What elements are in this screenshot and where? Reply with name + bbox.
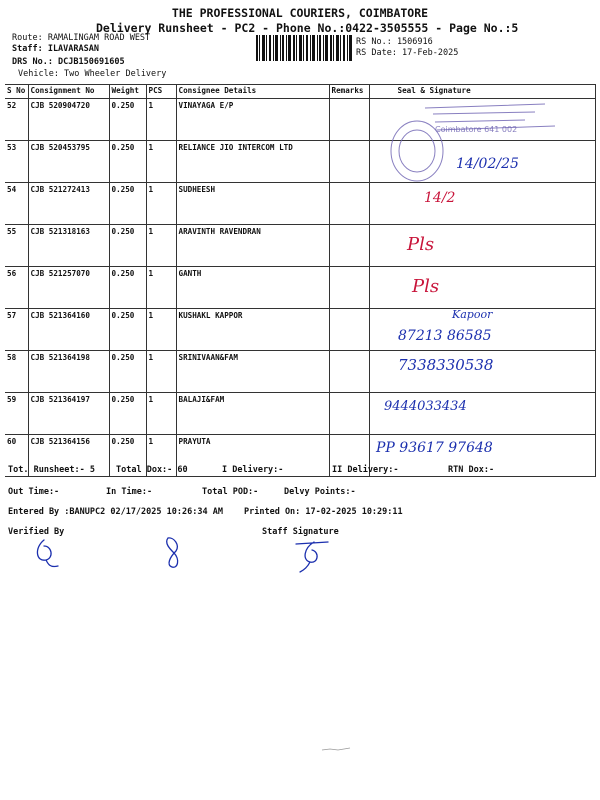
route: Route: RAMALINGAM ROAD WEST — [12, 33, 151, 43]
col-remarks: Remarks — [329, 85, 369, 99]
cell-sno: 60 — [5, 435, 28, 477]
svg-text:Pls: Pls — [407, 234, 435, 255]
rs-date: RS Date: 17-Feb-2025 — [356, 48, 459, 58]
cell-remarks — [329, 267, 369, 309]
handwritten-phone-60 — [372, 430, 552, 460]
cell-signature — [369, 225, 595, 267]
cell-consignment: CJB 521364156 — [28, 435, 109, 477]
handwritten-red-pls-2 — [410, 268, 470, 300]
cell-remarks — [329, 393, 369, 435]
cell-sno: 55 — [5, 225, 28, 267]
i-delivery: I Delivery:- — [222, 465, 284, 475]
out-time: Out Time:- — [8, 487, 60, 497]
svg-text:9444033434: 9444033434 — [384, 399, 467, 414]
cell-consignment: CJB 521364197 — [28, 393, 109, 435]
svg-text:14/02/25: 14/02/25 — [456, 156, 519, 172]
company-title: THE PROFESSIONAL COURIERS, COIMBATORE — [171, 6, 429, 20]
handwritten-phone-59 — [380, 388, 530, 418]
cell-remarks — [329, 99, 369, 141]
cell-remarks — [329, 183, 369, 225]
cell-weight: 0.250 — [109, 435, 146, 477]
cell-weight: 0.250 — [109, 99, 146, 141]
printed-on: Printed On: 17-02-2025 10:29:11 — [244, 507, 403, 517]
cell-consignee: SRINIVAAN&FAM — [176, 351, 329, 393]
verifier-initial-icon — [160, 535, 190, 573]
svg-text:Coimbatore 641 002: Coimbatore 641 002 — [435, 125, 518, 134]
cell-pcs: 1 — [146, 267, 176, 309]
cell-consignee: SUDHEESH — [176, 183, 329, 225]
cell-remarks — [329, 141, 369, 183]
col-consignee: Consignee Details — [176, 85, 329, 99]
cell-pcs: 1 — [146, 309, 176, 351]
cell-pcs: 1 — [146, 141, 176, 183]
cell-consignment: CJB 521364198 — [28, 351, 109, 393]
cell-signature — [369, 183, 595, 225]
cell-consignment: CJB 520904720 — [28, 99, 109, 141]
cell-sno: 58 — [5, 351, 28, 393]
handwritten-red-pls-1 — [405, 226, 465, 258]
drs-number: DRS No.: DCJB150691605 — [12, 57, 125, 67]
stray-mark-icon — [320, 744, 360, 754]
cell-pcs: 1 — [146, 435, 176, 477]
cell-consignment: CJB 521257070 — [28, 267, 109, 309]
ii-delivery: II Delivery:- — [332, 465, 399, 475]
barcode-icon — [256, 35, 352, 61]
handwritten-red-note — [420, 182, 480, 210]
table-row — [5, 183, 595, 225]
runsheet-title: Delivery Runsheet - PC2 - Phone No.:0422-3505555 - Page No.:5 — [96, 21, 519, 35]
cell-pcs: 1 — [146, 183, 176, 225]
cell-sno: 53 — [5, 141, 28, 183]
cell-consignment: CJB 521364160 — [28, 309, 109, 351]
col-seal-signature: Seal & Signature — [369, 85, 595, 99]
cell-pcs: 1 — [146, 225, 176, 267]
cell-weight: 0.250 — [109, 141, 146, 183]
table-row — [5, 225, 595, 267]
col-sno: S No — [5, 85, 28, 99]
svg-text:Kapoor: Kapoor — [452, 308, 493, 321]
svg-text:14/2: 14/2 — [424, 190, 456, 206]
entered-by: Entered By :BANUPC2 02/17/2025 10:26:34 AM — [8, 507, 223, 517]
cell-weight: 0.250 — [109, 309, 146, 351]
in-time: In Time:- — [106, 487, 153, 497]
cell-weight: 0.250 — [109, 393, 146, 435]
vehicle: Vehicle: Two Wheeler Delivery — [18, 69, 167, 79]
svg-text:87213 86585: 87213 86585 — [398, 328, 492, 344]
cell-sno: 52 — [5, 99, 28, 141]
cell-remarks — [329, 309, 369, 351]
cell-pcs: 1 — [146, 393, 176, 435]
svg-text:PP 93617 97648: PP 93617 97648 — [376, 440, 493, 456]
col-weight: Weight — [109, 85, 146, 99]
cell-remarks — [329, 225, 369, 267]
svg-text:7338330538: 7338330538 — [398, 356, 494, 374]
cell-consignee: RELIANCE JIO INTERCOM LTD — [176, 141, 329, 183]
total-dox: Total Dox:- 60 — [116, 465, 188, 475]
col-consignment: Consignment No — [28, 85, 109, 99]
cell-consignee: BALAJI&FAM — [176, 393, 329, 435]
cell-weight: 0.250 — [109, 225, 146, 267]
col-pcs: PCS — [146, 85, 176, 99]
verified-by-label: Verified By — [8, 527, 65, 537]
cell-weight: 0.250 — [109, 183, 146, 225]
total-pod: Total POD:- — [202, 487, 259, 497]
staff-signature-icon — [290, 538, 340, 574]
handwritten-phone-58 — [394, 350, 544, 378]
cell-consignee: GANTH — [176, 267, 329, 309]
cell-sno: 54 — [5, 183, 28, 225]
cell-weight: 0.250 — [109, 351, 146, 393]
cell-sno: 57 — [5, 309, 28, 351]
delivery-points: Delvy Points:- — [284, 487, 356, 497]
handwritten-kapoor-phone — [392, 300, 562, 346]
cell-pcs: 1 — [146, 351, 176, 393]
cell-sno: 59 — [5, 393, 28, 435]
rtn-dox: RTN Dox:- — [448, 465, 495, 475]
cell-consignee: ARAVINTH RAVENDRAN — [176, 225, 329, 267]
cell-sno: 56 — [5, 267, 28, 309]
cell-weight: 0.250 — [109, 267, 146, 309]
svg-text:Pls: Pls — [412, 276, 440, 297]
cell-consignment: CJB 521272413 — [28, 183, 109, 225]
cell-pcs: 1 — [146, 99, 176, 141]
cell-remarks — [329, 351, 369, 393]
cell-consignee: KUSHAKL KAPPOR — [176, 309, 329, 351]
rs-number: RS No.: 1506916 — [356, 37, 433, 47]
verifier-signature-icon — [30, 536, 70, 572]
cell-consignment: CJB 521318163 — [28, 225, 109, 267]
staff-signature-label: Staff Signature — [262, 527, 339, 537]
cell-consignment: CJB 520453795 — [28, 141, 109, 183]
total-runsheet: Tot. Runsheet:- 5 — [8, 465, 95, 475]
handwritten-date — [452, 148, 542, 176]
cell-consignee: PRAYUTA — [176, 435, 329, 477]
cell-consignee: VINAYAGA E/P — [176, 99, 329, 141]
staff: Staff: ILAVARASAN — [12, 44, 99, 54]
